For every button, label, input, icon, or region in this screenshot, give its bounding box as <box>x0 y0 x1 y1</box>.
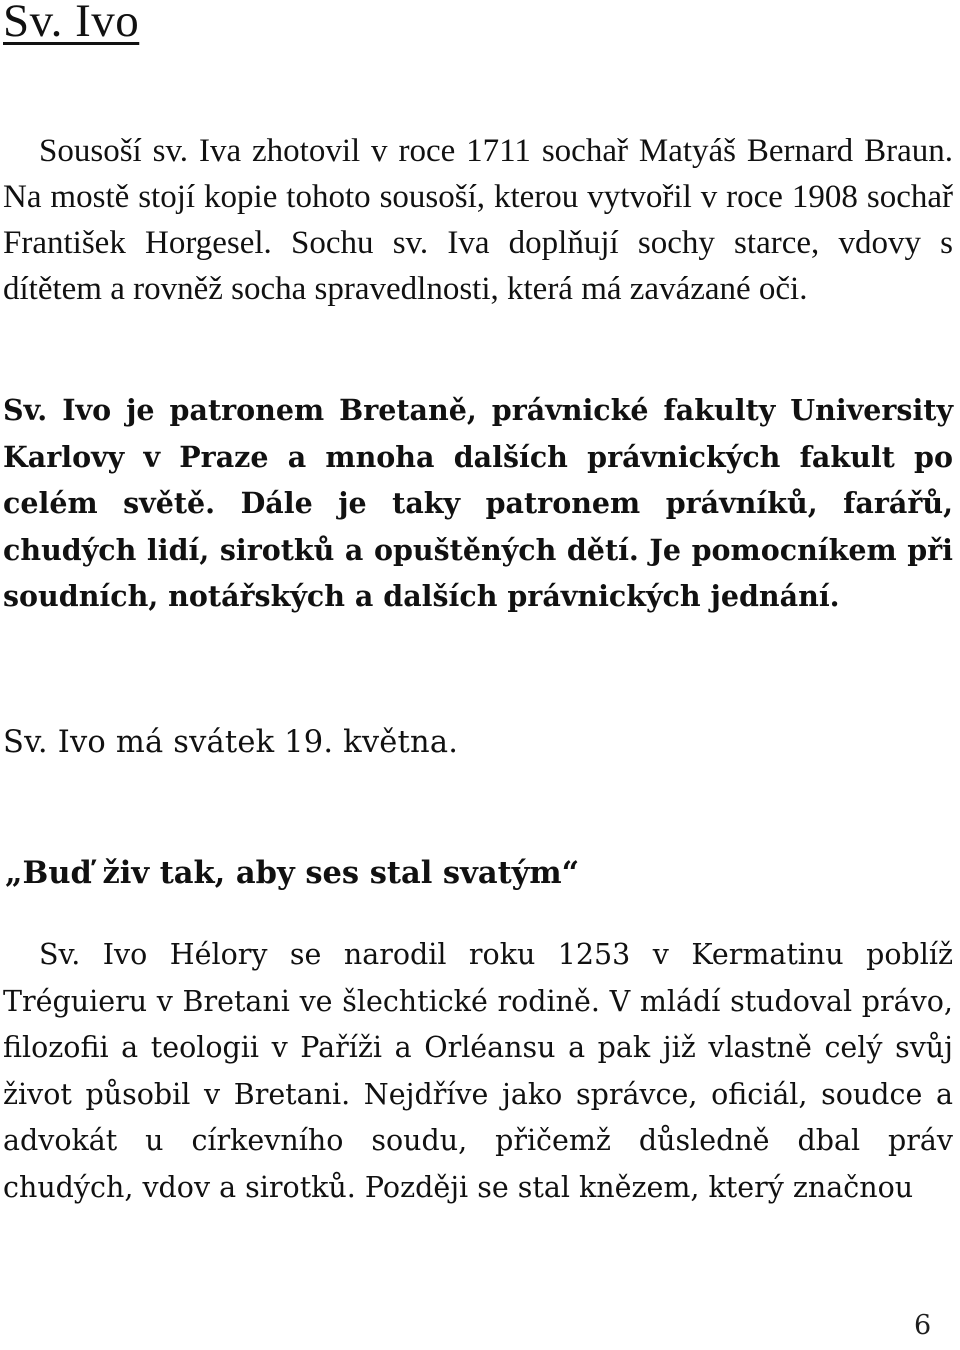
paragraph-patronage: Sv. Ivo je patronem Bretaně, právnické fakulty University Karlovy v Praze a mnoha dalších právnických fakult po celém světě. Dále je taky patronem právníků, farářů, chudých lidí, sirotků a opuštěných dětí. Je pomocníkem při soudních, notářských a dalších právnických jednání. <box>3 393 953 613</box>
page-number: 6 <box>914 1310 932 1341</box>
feast-day-line: Sv. Ivo má svátek 19. května. <box>3 725 459 760</box>
paragraph-biography: Sv. Ivo Hélory se narodil roku 1253 v Kermatinu poblíž Tréguieru v Bretani ve šlechtické rodině. V mládí studoval právo, filozofii a teologii v Paříži a Orléansu a pak již vlastně celý svůj život působil v Bretani. Nejdříve jako správce, oficiál, soudce a advokát u církevního soudu, přičemž důsledně dbal práv chudých, vdov a sirotků. Později se stal knězem, který značnou <box>3 938 953 1204</box>
quote-heading: „Buď živ tak, aby ses stal svatým“ <box>5 855 580 891</box>
paragraph-sculpture-history: Sousoší sv. Iva zhotovil v roce 1711 sochař Matyáš Bernard Braun. Na mostě stojí kopie tohoto sousoší, kterou vytvořil v roce 1908 sochař František Horgesel. Sochu sv. Iva doplňují sochy starce, vdovy s dítětem a rovněž socha spravedlnosti, která má zavázané oči. <box>3 133 953 307</box>
page-title: Sv. Ivo <box>3 0 140 47</box>
